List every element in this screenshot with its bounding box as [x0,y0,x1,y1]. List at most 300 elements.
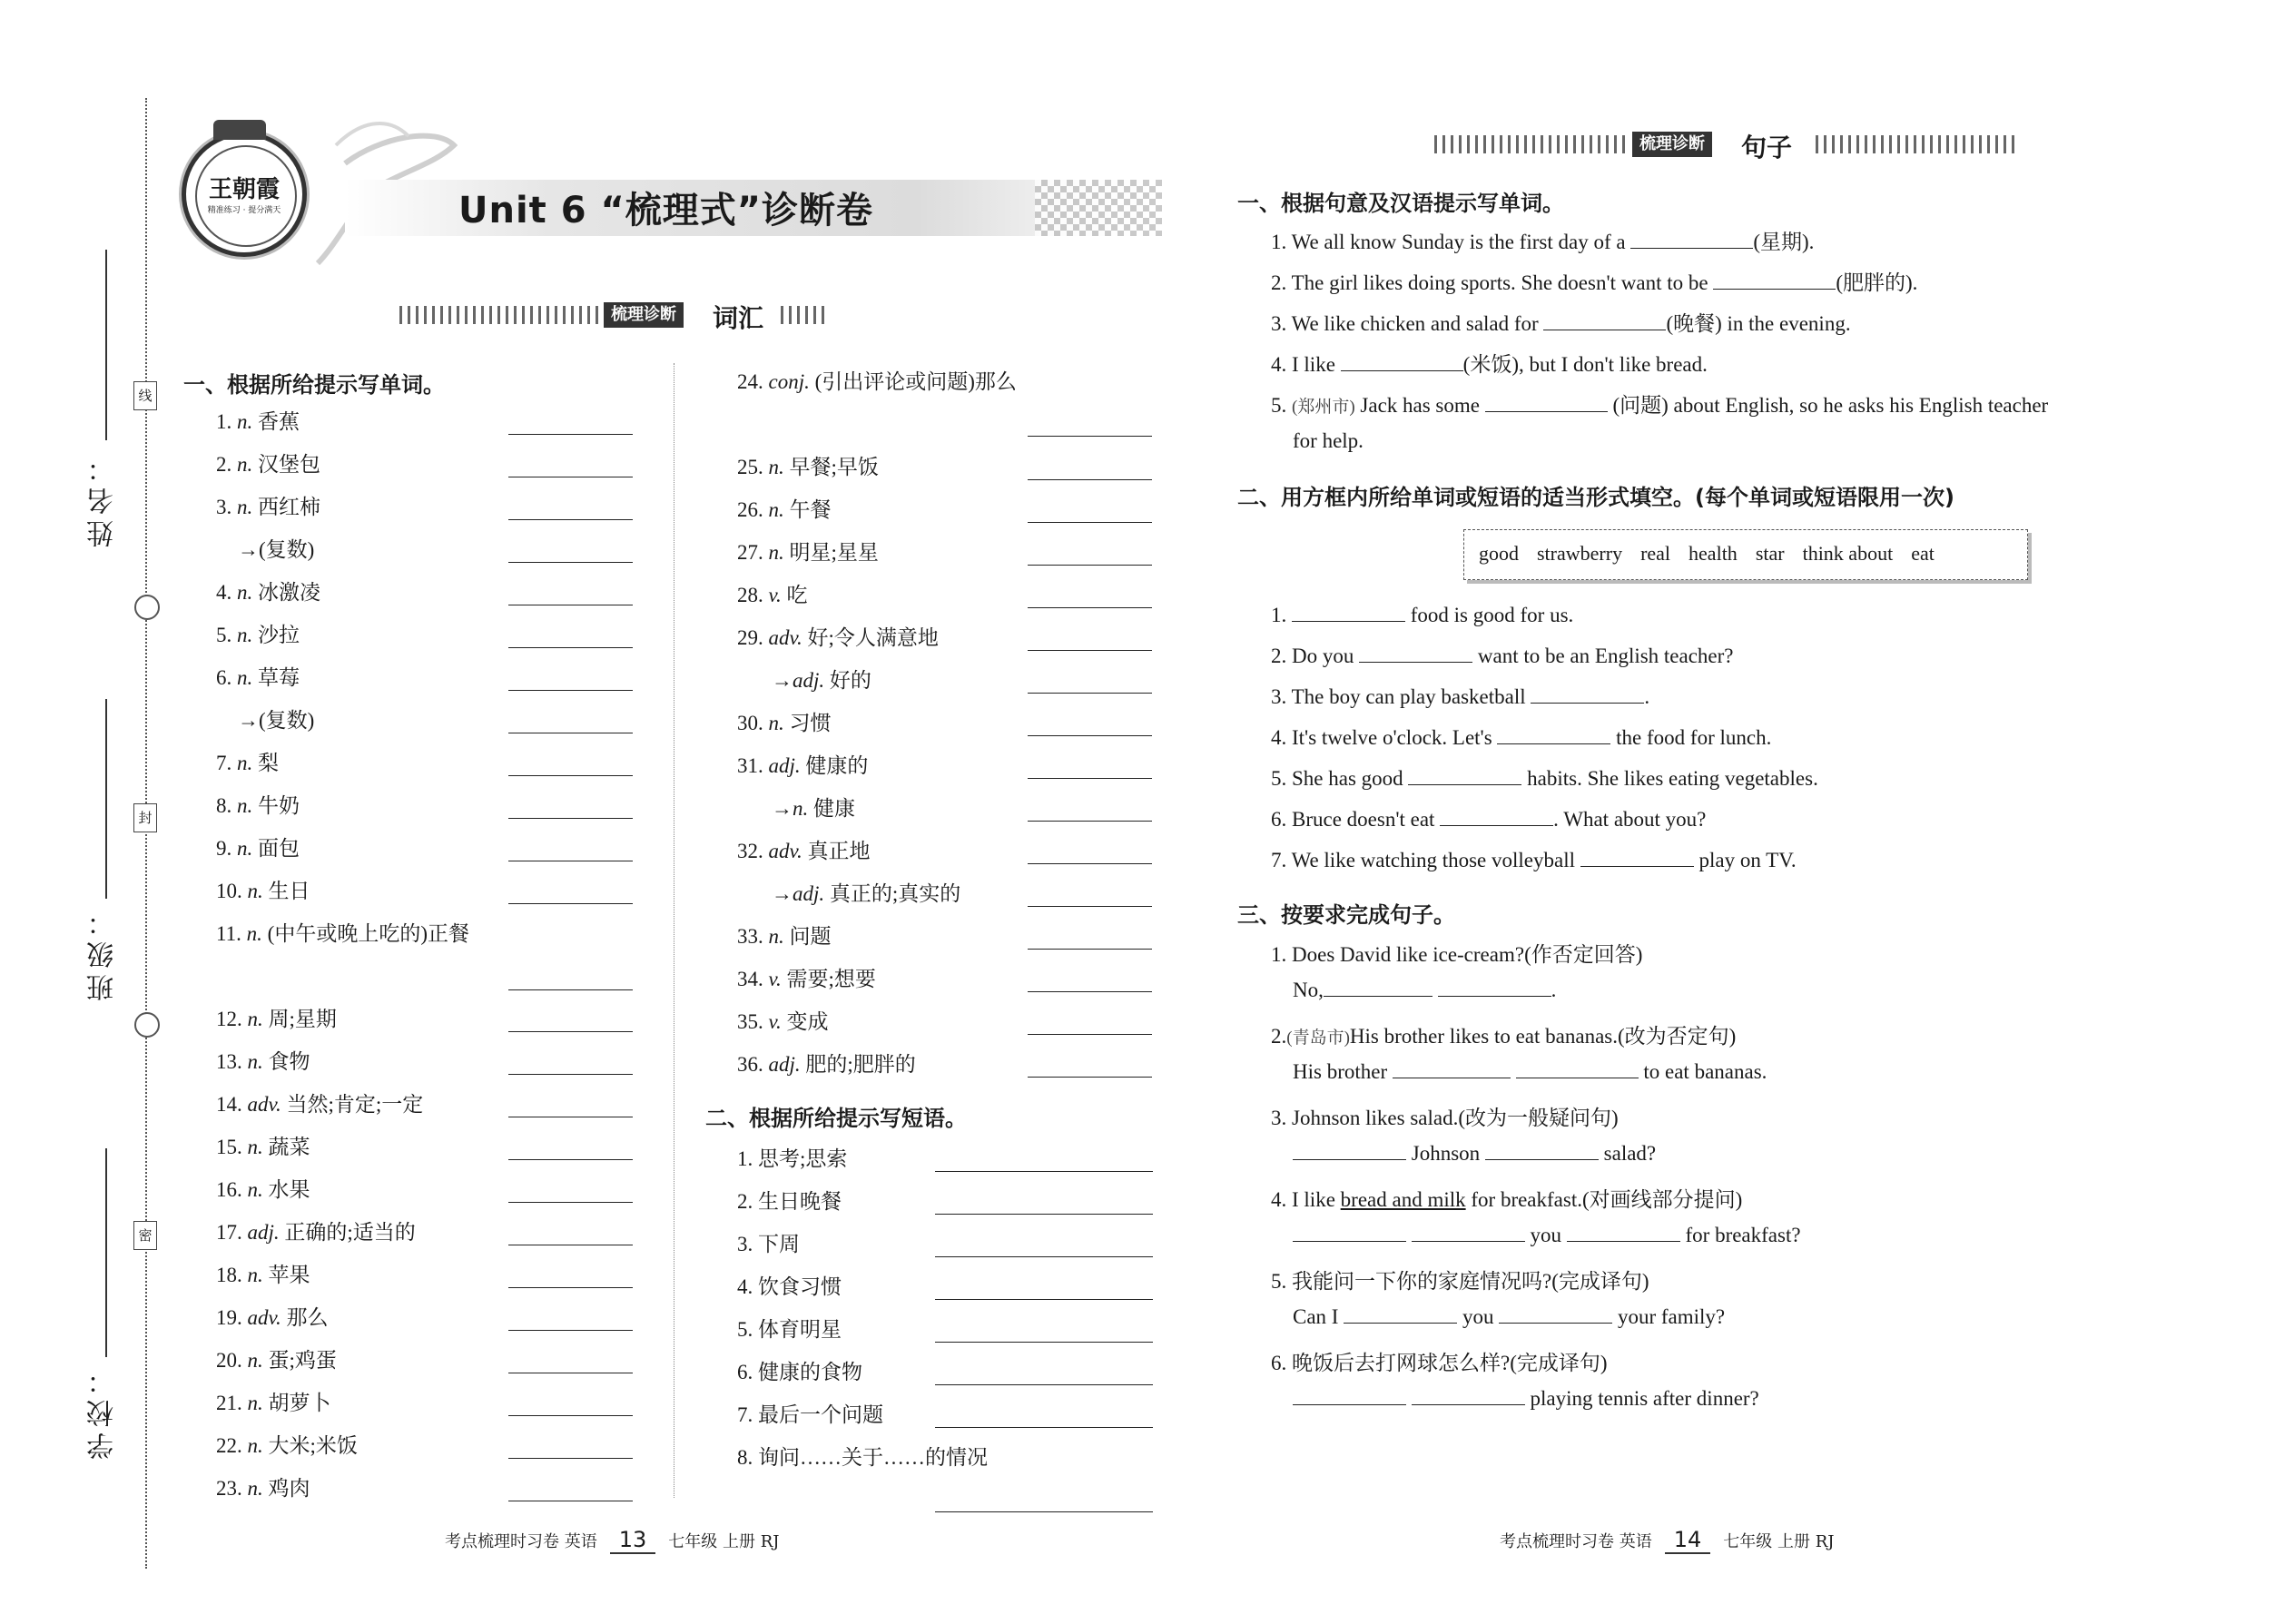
vocab-item [216,1301,329,1331]
item-number: 16. [216,1178,248,1201]
part-of-speech: adv. [247,1306,287,1329]
chinese-hint: 真正地 [807,840,871,862]
vocab-item [216,1130,310,1160]
word-option: health [1689,542,1738,565]
sentence-item [1271,266,1917,296]
vocab-item [737,920,832,950]
answer-blank[interactable] [1499,1322,1612,1324]
sentence-text: 3. The boy can play basketball [1271,685,1531,708]
binding-knot-icon [134,1012,160,1038]
task-3: 3. Johnson likes salad.(改为一般疑问句) [1271,1107,1619,1129]
chinese-hint: 健康的 [805,754,869,777]
answer-line[interactable] [508,818,633,819]
sentence-section-title: 句子 [1741,133,1793,162]
answer-line[interactable] [1028,863,1152,864]
phrase-item: 3. 下周 [737,1233,800,1255]
task-6-answer: playing tennis after dinner? [1293,1387,1759,1411]
item-number: 4. [216,581,237,604]
phrase-item: 5. 体育明星 [737,1318,842,1341]
sentence-text: 6. Bruce doesn't eat [1271,808,1441,831]
item-number: 31. [737,754,769,777]
chinese-hint: 那么 [286,1306,329,1329]
vocab-item [216,618,300,648]
sentence-item [1271,645,1734,668]
logo-badge [182,132,307,257]
chinese-hint: 吃 [786,584,808,606]
vocab-item [772,664,871,694]
task-5: 5. 我能问一下你的家庭情况吗?(完成译句) [1271,1270,1649,1293]
chinese-hint: 牛奶 [258,794,300,817]
sentence-text: (米饭), but I don't like bread. [1462,353,1708,376]
answer-blank[interactable] [1485,1158,1599,1160]
item-number: 30. [737,712,769,734]
sentence-item [1271,767,1818,791]
sentence-text: 2. Do you [1271,645,1360,667]
vocab-item [216,746,279,776]
item-number: 14. [216,1093,248,1116]
word-option: think about [1802,542,1894,565]
chinese-hint: 问题 [789,925,832,948]
answer-line[interactable] [508,1074,633,1075]
item-number: 21. [216,1392,248,1414]
binding-knot-icon [134,595,160,620]
part-of-speech: n. [247,880,269,902]
sentence-text: the food for lunch. [1610,726,1772,749]
sentence-item [1271,808,1706,832]
page-number: 13 [610,1527,656,1554]
sentence-text: 4. It's twelve o'clock. Let's [1271,726,1498,749]
item-number: 5. [216,624,237,646]
answer-blank[interactable] [1516,1077,1639,1078]
part-of-speech: adj. [768,1053,806,1076]
part-of-speech: adv. [768,626,808,649]
answer-blank[interactable] [1341,369,1463,371]
chinese-hint: 沙拉 [258,624,300,646]
answer-blank[interactable] [1713,288,1836,290]
part-of-speech: adj. [247,1221,285,1244]
part-of-speech: adv. [247,1093,287,1116]
answer-line[interactable] [1028,522,1152,523]
chinese-hint: 香蕉 [258,410,300,433]
phrase-item: 8. 询问……关于……的情况 [737,1446,988,1469]
sentence-text: 5. She has good [1271,767,1409,790]
chinese-hint: 正确的;适当的 [284,1221,416,1244]
vocab-item [216,789,300,819]
answer-line[interactable] [1028,949,1152,950]
seal-char-line: 线 [133,381,157,410]
chinese-hint: 汉堡包 [258,453,320,476]
task-2: 2.(青岛市)His brother likes to eat bananas.(改为否定句) [1271,1025,1737,1048]
item-number: 33. [737,925,769,948]
task-4: 4. I like bread and milk for breakfast.(对画线部分提问) [1271,1188,1743,1211]
chinese-hint: 真正的;真实的 [829,882,961,905]
vocab-item [216,661,300,691]
name-label: 姓名： [87,449,119,547]
chinese-hint: 明星;星星 [789,541,879,564]
vocab-item [737,962,876,992]
chinese-hint: 鸡肉 [268,1477,310,1500]
answer-line[interactable] [1028,565,1152,566]
class-label: 班级： [87,903,119,1001]
part-of-speech: n. [768,712,790,734]
item-number: 6. [216,666,237,689]
part-of-speech: n. [247,1477,269,1500]
part-of-speech: n. [247,1008,269,1030]
sentence-text: 3. We like chicken and salad for [1271,312,1544,335]
part-of-speech: adv. [768,840,808,862]
vocab-item [737,1005,829,1035]
sentence-1-5: 5. (郑州市) Jack has some (问题) about English, so he asks his English teacher [1271,394,2049,417]
logo-slogan: 精准练习 · 提分满天 [207,206,281,215]
answer-line[interactable] [508,989,633,990]
answer-blank[interactable] [1412,1240,1525,1242]
class-field[interactable] [105,699,107,899]
answer-line[interactable] [935,1171,1153,1172]
answer-line[interactable] [1028,1034,1152,1035]
item-number: 1. [216,410,237,433]
item-number: 26. [737,498,769,521]
answer-blank[interactable] [1580,865,1694,867]
sentence-item [1271,849,1797,872]
page-title: Unit 6 “梳理式”诊断卷 [458,190,874,231]
task-2-answer: His brother to eat bananas. [1293,1060,1767,1083]
name-field[interactable] [105,250,107,440]
answer-blank[interactable] [1567,1240,1680,1242]
answer-blank[interactable] [1440,824,1553,826]
part-of-speech: n. [768,498,790,521]
answer-line[interactable] [1028,650,1152,651]
seal-char-seal: 封 [133,803,157,832]
answer-line[interactable] [1028,735,1152,736]
answer-blank[interactable] [1412,1403,1525,1405]
chinese-hint: 好;令人满意地 [807,626,939,649]
vocab-item [216,490,320,520]
word-option: good [1479,542,1519,565]
sentence-heading-3: 三、按要求完成句子。 [1237,902,1455,928]
answer-line[interactable] [1028,607,1152,608]
item-number: 8. [216,794,237,817]
item-number: 7. [216,752,237,774]
phrase-item: 7. 最后一个问题 [737,1403,883,1426]
item-number: 35. [737,1010,769,1033]
answer-line[interactable] [508,1202,633,1203]
answer-blank[interactable] [1293,1158,1406,1160]
item-number: 29. [737,626,769,649]
word-option: star [1755,542,1785,565]
answer-line[interactable] [508,1458,633,1459]
answer-line[interactable] [508,434,633,435]
answer-line[interactable] [508,775,633,776]
sentence-text: (肥胖的). [1836,271,1918,294]
chinese-hint: 胡萝卜 [268,1392,331,1414]
vocab-item [737,493,832,523]
part-of-speech: n. [237,837,258,860]
answer-blank[interactable] [1359,661,1472,663]
part-of-speech: →n. [772,797,813,820]
sentence-1-5-cont: for help. [1293,429,1364,452]
vocab-item [737,450,879,480]
answer-line[interactable] [935,1256,1153,1257]
chinese-hint: 西红柿 [258,496,320,518]
answer-line[interactable] [508,1330,633,1331]
chinese-hint: 肥的;肥胖的 [805,1053,916,1076]
part-of-speech: n. [237,581,258,604]
item-number: 28. [737,584,769,606]
answer-blank[interactable] [1630,247,1753,249]
vocab-item [216,1088,423,1117]
sentence-text: food is good for us. [1405,604,1574,626]
page-number: 14 [1665,1527,1711,1554]
part-of-speech: →adj. [772,882,830,905]
vocab-item [737,834,871,864]
answer-line[interactable] [1028,436,1152,437]
part-of-speech: v. [768,584,787,606]
chinese-hint: 生日 [268,880,310,902]
part-of-speech: n. [237,752,258,774]
item-number: 24. [737,370,769,393]
item-number: 11. [216,922,247,945]
footer-left: 考点梳理时习卷 英语 13 七年级 上册 RJ [445,1527,780,1552]
answer-blank[interactable] [1293,1403,1406,1405]
task-1-answer: No, . [1293,979,1557,1001]
chinese-hint: 面包 [258,837,300,860]
answer-blank[interactable] [1393,1077,1511,1078]
school-label: 学校： [87,1362,119,1460]
chinese-hint: 草莓 [258,666,300,689]
chinese-hint: 健康 [813,797,855,820]
task-4-answer: you for breakfast? [1293,1224,1801,1247]
logo-text: 王朝霞 [208,176,280,203]
vocab-item [216,1258,310,1288]
answer-line[interactable] [935,1427,1153,1428]
vocab-heading-1: 一、根据所给提示写单词。 [183,372,445,398]
section-tag: 梳理诊断 [604,302,684,328]
sentence-text: 1. [1271,604,1292,626]
answer-blank[interactable] [1293,1240,1406,1242]
vocab-item [216,1386,331,1416]
vocab-item [216,1429,358,1459]
vocab-item [216,1471,310,1501]
school-field[interactable] [105,1148,107,1357]
crown-icon [213,120,266,140]
chinese-hint: 水果 [268,1178,310,1201]
sentence-text: (晚餐) in the evening. [1666,312,1851,335]
answer-blank[interactable] [1543,329,1666,330]
task-3-answer: Johnson salad? [1293,1142,1656,1166]
vocab-item [216,576,320,605]
sentence-item [1271,225,1814,255]
answer-line[interactable] [1028,479,1152,480]
city-tag: (青岛市) [1286,1029,1350,1048]
part-of-speech: →adj. [772,669,830,692]
item-number: 12. [216,1008,248,1030]
sentence-text: habits. She likes eating vegetables. [1521,767,1818,790]
item-number: 9. [216,837,237,860]
item-number: 36. [737,1053,769,1076]
title-banner-pattern [1035,180,1162,236]
section-tag: 梳理诊断 [1632,132,1712,157]
part-of-speech: n. [237,666,258,689]
phrase-item: 1. 思考;思索 [737,1147,848,1170]
item-number: 22. [216,1434,248,1457]
part-of-speech: n. [247,1264,269,1286]
part-of-speech: n. [247,1392,269,1414]
answer-line[interactable] [935,1511,1153,1512]
footer-right: 考点梳理时习卷 英语 14 七年级 上册 RJ [1500,1527,1835,1552]
binding-dotted-line [145,98,147,1569]
item-number: 23. [216,1477,248,1500]
part-of-speech: n. [247,1050,269,1073]
answer-line[interactable] [1028,693,1152,694]
answer-line[interactable] [508,903,633,904]
part-of-speech: n. [247,1434,269,1457]
answer-line[interactable] [508,1031,633,1032]
part-of-speech: n. [237,453,258,476]
sentence-item [1271,726,1771,750]
vocab-item [737,365,1017,395]
sentence-item [1271,307,1851,337]
vocab-item [216,874,310,904]
item-number: 34. [737,968,769,990]
chinese-hint: 苹果 [268,1264,310,1286]
part-of-speech: v. [768,968,787,990]
chinese-hint: 习惯 [789,712,832,734]
part-of-speech: n. [237,624,258,646]
chinese-hint: 冰激凌 [258,581,320,604]
vocab-item [216,832,300,861]
item-number: 19. [216,1306,248,1329]
chinese-hint: 周;星期 [268,1008,337,1030]
answer-line[interactable] [935,1299,1153,1300]
vocab-heading-2: 二、根据所给提示写短语。 [705,1106,967,1131]
answer-line[interactable] [935,1342,1153,1343]
vocab-item [238,533,314,563]
vocab-item [238,704,314,733]
task-5-answer: Can I you your family? [1293,1305,1726,1328]
task-1: 1. Does David like ice-cream?(作否定回答) [1271,943,1643,966]
part-of-speech: n. [247,1349,269,1372]
answer-blank[interactable] [1408,783,1521,785]
part-of-speech: n. [237,496,258,518]
vocab-section-bar [399,302,817,333]
chinese-hint: 变成 [786,1010,829,1033]
answer-blank[interactable] [1438,995,1551,997]
answer-line[interactable] [935,1214,1153,1215]
answer-line[interactable] [508,1159,633,1160]
chinese-hint: →(复数) [238,538,315,561]
item-number: 18. [216,1264,248,1286]
item-number: 25. [737,456,769,478]
sentence-text: . What about you? [1553,808,1707,831]
vocab-item [772,792,855,822]
answer-line[interactable] [508,647,633,648]
chinese-hint: (中午或晚上吃的)正餐 [267,922,469,945]
seal-char-secret: 密 [133,1221,157,1250]
answer-blank[interactable] [1497,743,1610,744]
vocab-item [216,405,300,435]
chinese-hint: 梨 [258,752,279,774]
answer-line[interactable] [1028,991,1152,992]
part-of-speech: n. [768,541,790,564]
item-number: 27. [737,541,769,564]
answer-blank[interactable] [1344,1322,1457,1324]
vocab-item [737,749,868,779]
vocab-item [216,1173,310,1203]
item-number: 17. [216,1221,248,1244]
sentence-heading-1: 一、根据句意及汉语提示写单词。 [1237,191,1564,216]
answer-line[interactable] [1028,821,1152,822]
part-of-speech: n. [768,456,790,478]
vocab-item [216,1216,416,1245]
vocab-section-title: 词汇 [713,303,764,333]
item-number: 15. [216,1136,248,1158]
part-of-speech: n. [237,410,258,433]
vocab-item [216,917,469,947]
answer-line[interactable] [508,519,633,520]
phrase-item: 6. 健康的食物 [737,1361,862,1383]
chinese-hint: 午餐 [789,498,832,521]
answer-line[interactable] [1028,1077,1152,1078]
part-of-speech: conj. [768,370,815,393]
vocab-item [216,1343,337,1373]
answer-line[interactable] [508,562,633,563]
item-number: 2. [216,453,237,476]
city-tag: (郑州市) [1292,398,1355,417]
underlined-phrase: bread and milk [1340,1188,1466,1211]
item-number: 20. [216,1349,248,1372]
sentence-text: play on TV. [1693,849,1797,871]
part-of-speech: n. [247,1136,269,1158]
item-number: 13. [216,1050,248,1073]
answer-line[interactable] [508,1415,633,1416]
phrase-item: 2. 生日晚餐 [737,1190,842,1213]
chinese-hint: 大米;米饭 [268,1434,358,1457]
sentence-text: 2. The girl likes doing sports. She doesn't want to be [1271,271,1714,294]
answer-blank[interactable] [1531,702,1644,704]
answer-line[interactable] [1028,906,1152,907]
item-number: 10. [216,880,248,902]
vocab-item [216,1002,337,1032]
answer-blank[interactable] [1324,995,1433,997]
sentence-section-bar [1434,132,2015,162]
answer-line[interactable] [508,690,633,691]
sentence-item [1271,348,1708,378]
sentence-text: (星期). [1753,231,1815,253]
sentence-text: . [1644,685,1650,708]
item-number: 32. [737,840,769,862]
chinese-hint: 食物 [268,1050,310,1073]
chinese-hint: 需要;想要 [786,968,876,990]
answer-blank[interactable] [1485,410,1608,412]
chinese-hint: 早餐;早饭 [789,456,879,478]
part-of-speech: n. [768,925,790,948]
answer-line[interactable] [508,1287,633,1288]
vocab-item [737,536,879,566]
word-option: real [1640,542,1671,565]
sentence-text: 7. We like watching those volleyball [1271,849,1580,871]
word-box [1463,529,2028,580]
sentence-item [1271,685,1649,709]
answer-line[interactable] [1028,778,1152,779]
sentence-text: want to be an English teacher? [1472,645,1734,667]
answer-blank[interactable] [1292,620,1405,622]
chinese-hint: 当然;肯定;一定 [286,1093,424,1116]
vocab-item [216,1045,310,1075]
answer-line[interactable] [935,1384,1153,1385]
vocab-item [772,877,960,907]
vocab-item [737,621,939,651]
word-option: eat [1911,542,1935,565]
